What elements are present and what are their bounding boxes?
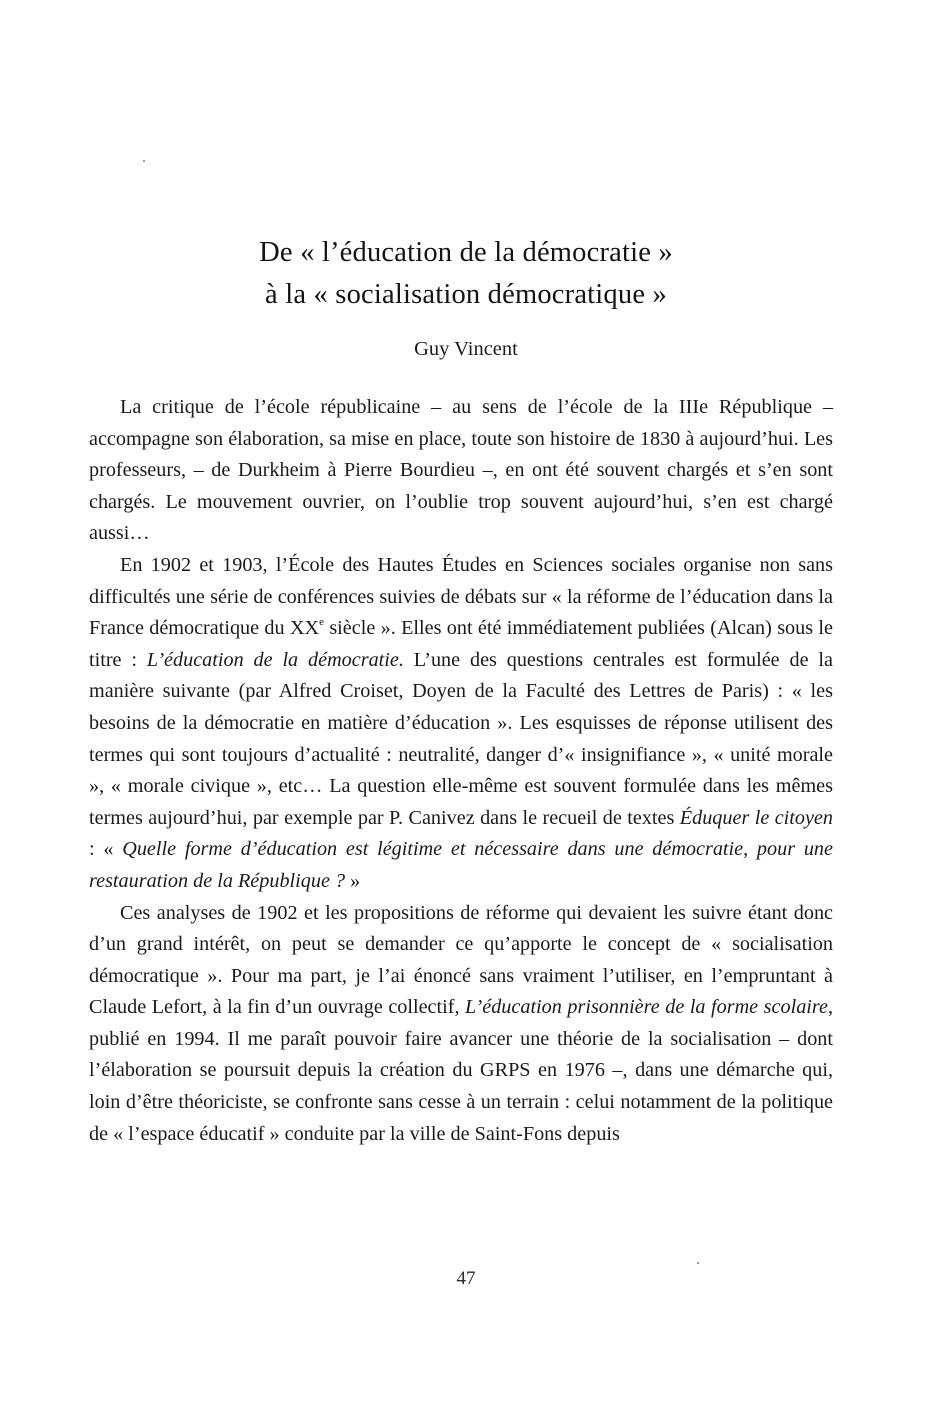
paper-speck: [143, 160, 145, 162]
paragraph-2-text-e: »: [345, 869, 361, 892]
book-title-forme-scolaire: L’éducation prisonnière de la forme scolaire: [465, 996, 828, 1019]
chapter-heading: [0, 232, 932, 362]
paragraph-2-text-b: siècle ». Elles ont été immédiatement publiées (Alcan) sous le titre :: [89, 617, 833, 671]
paper-speck: [697, 1262, 699, 1264]
italic-quotation: Quelle forme d’éducation est légitime et nécessaire dans une démocratie, pour une restauration de la République ?: [89, 838, 833, 892]
chapter-title-line-2: à la « socialisation démocratique »: [265, 279, 667, 310]
author-name: Guy Vincent: [414, 338, 518, 360]
body-text: [89, 392, 833, 1150]
paragraph-3: [89, 898, 833, 1151]
paragraph-2-text-a: En 1902 et 1903, l’École des Hautes Études en Sciences sociales organise non sans difficultés une série de conférences suivies de débats sur « la réforme de l’éducation dans la France démocratique du XX: [89, 553, 833, 640]
paragraph-1: La critique de l’école républicaine – au sens de l’école de la IIIe République – accompagne son élaboration, sa mise en place, toute son histoire de 1830 à aujourd’hui. Les professeurs, – de Durkheim à Pierre Bourdieu –, en ont été souvent chargés et s’en sont chargés. Le mouvement ouvrier, on l’oublie trop souvent aujourd’hui, s’en est chargé aussi…: [89, 396, 833, 545]
book-title-eduquer-citoyen: Éduquer le citoyen: [679, 806, 833, 829]
paragraph-2-text-c: L’une des questions centrales est formulée de la manière suivante (par Alfred Croiset, Doyen de la Faculté des Lettres de Paris) : « les besoins de la démocratie en matière d’éducation ». Les esquisses de réponse utilisent des termes qui sont toujours d’actualité : neutralité, danger d’« insignifiance », « unité morale », « morale civique », etc… La question elle-même est souvent formulée dans les mêmes termes aujourd’hui, par exemple par P. Canivez dans le recueil de textes: [89, 648, 833, 829]
paragraph-3-text-b: , publié en 1994. Il me paraît pouvoir faire avancer une théorie de la socialisation – dont l’élaboration se poursuit depuis la création du GRPS en 1976 –, dans une démarche qui, loin d’être théoriciste, se confronte sans cesse à un terrain : celui notamment de la politique de « l’espace éducatif » conduite par la ville de Saint-Fons depuis: [89, 996, 834, 1145]
page-number: 47: [456, 1268, 476, 1289]
century-superscript: e: [319, 616, 324, 629]
paragraph-3-text-a: Ces analyses de 1902 et les propositions de réforme qui devaient les suivre étant donc d’un grand intérêt, on peut se demander ce qu’apporte le concept de « socialisation démocratique ». Pour ma part, je l’ai énoncé sans vraiment l’utiliser, en l’empruntant à Claude Lefort, à la fin d’un ouvrage collectif,: [89, 901, 833, 1019]
book-title-education-democratie: L’éducation de la démocratie.: [146, 648, 404, 671]
paragraph-2-text-d: : «: [89, 838, 123, 861]
paragraph-2: [89, 550, 833, 898]
chapter-title-line-1: De « l’éducation de la démocratie »: [259, 237, 673, 268]
